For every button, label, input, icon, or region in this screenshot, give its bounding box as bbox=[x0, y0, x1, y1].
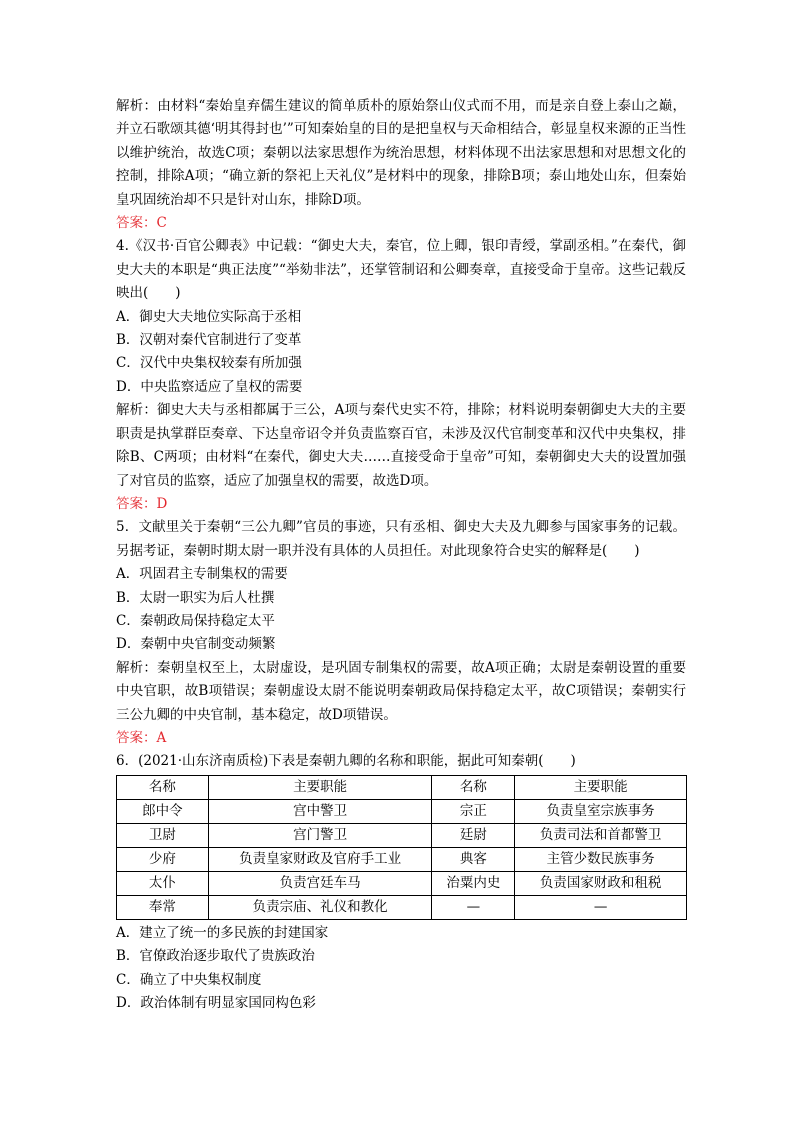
q5-option-d: D．秦朝中央官制变动频繁 bbox=[116, 636, 276, 653]
q6-option-b: B．官僚政治逐步取代了贵族政治 bbox=[116, 948, 315, 965]
q4-option-b: B．汉朝对秦代官制进行了变革 bbox=[116, 332, 302, 349]
q5-stem: 5．文献里关于秦朝“三公九卿”官员的事迹，只有丞相、御史大夫及九卿参与国家事务的记载。另据考证，秦朝时期太尉一职并没有具体的人员担任。对此现象符合史实的解释是( ) bbox=[116, 519, 686, 559]
document-page bbox=[116, 95, 686, 1015]
table-cell: 负责皇家财政及官府手工业 bbox=[208, 847, 432, 871]
q5-option-a: A．巩固君主专制集权的需要 bbox=[116, 566, 288, 583]
table-row bbox=[117, 847, 687, 871]
table-cell: 治粟内史 bbox=[432, 871, 515, 895]
table-cell: 典客 bbox=[432, 847, 515, 871]
table-cell: 奉常 bbox=[117, 895, 209, 919]
table-cell: — bbox=[515, 895, 687, 919]
table-cell: 太仆 bbox=[117, 871, 209, 895]
q6-option-d: D．政治体制有明显家国同构色彩 bbox=[116, 995, 316, 1011]
table-cell: 郎中令 bbox=[117, 799, 209, 823]
table-row bbox=[117, 895, 687, 919]
q4-stem: 4.《汉书·百官公卿表》中记载：“御史大夫，秦官，位上卿，银印青绶，掌副丞相。”在秦代，御史大夫的本职是“典正法度”“举劾非法”，还掌管制诏和公卿奏章，直接受命于皇帝。这些记载反映出( ) bbox=[116, 238, 686, 302]
q5-answer: 答案：A bbox=[116, 729, 167, 746]
table-row bbox=[117, 799, 687, 823]
table-row bbox=[117, 871, 687, 895]
table-cell: — bbox=[432, 895, 515, 919]
table-cell: 宫门警卫 bbox=[208, 823, 432, 847]
q4-option-d: D．中央监察适应了皇权的需要 bbox=[116, 378, 303, 395]
table-cell: 负责皇室宗族事务 bbox=[515, 799, 687, 823]
table-row bbox=[117, 823, 687, 847]
table-cell: 主管少数民族事务 bbox=[515, 847, 687, 871]
table-header-cell: 名称 bbox=[432, 775, 515, 799]
table-cell: 负责宗庙、礼仪和教化 bbox=[208, 895, 432, 919]
q6-stem: 6．(2021·山东济南质检)下表是秦朝九卿的名称和职能，据此可知秦朝( ) bbox=[116, 753, 576, 770]
table-cell: 廷尉 bbox=[432, 823, 515, 847]
nine-ministers-table bbox=[116, 775, 687, 920]
table-cell: 宫中警卫 bbox=[208, 799, 432, 823]
table-cell: 宗正 bbox=[432, 799, 515, 823]
table-cell: 负责司法和首都警卫 bbox=[515, 823, 687, 847]
table-header-cell: 主要职能 bbox=[515, 775, 687, 799]
table-header-cell: 名称 bbox=[117, 775, 209, 799]
q5-analysis: 解析：秦朝皇权至上，太尉虚设，是巩固专制集权的需要，故A项正确；太尉是秦朝设置的重要中央官职，故B项错误；秦朝虚设太尉不能说明秦朝政局保持稳定太平，故C项错误；秦朝实行三公九卿的中央官制，基本稳定，故D项错误。 bbox=[116, 659, 686, 723]
q4-answer: 答案：D bbox=[116, 495, 168, 512]
q3-analysis: 解析：由材料“秦始皇弃儒生建议的简单质朴的原始祭山仪式而不用，而是亲自登上泰山之巅，并立石歌颂其德‘明其得封也’”可知秦始皇的目的是把皇权与天命相结合，彰显皇权来源的正当性以维护统治，故选C项；秦朝以法家思想作为统治思想，材料体现不出法家思想和对思想文化的控制，排除A项；“确立新的祭祀上天礼仪”是材料中的现象，排除B项；泰山地处山东，但秦始皇巩固统治却不只是针对山东，排除D项。 bbox=[116, 98, 686, 208]
table-cell: 少府 bbox=[117, 847, 209, 871]
table-header-row bbox=[117, 775, 687, 799]
table-header-cell: 主要职能 bbox=[208, 775, 432, 799]
q5-option-c: C．秦朝政局保持稳定太平 bbox=[116, 612, 275, 629]
table-cell: 负责国家财政和租税 bbox=[515, 871, 687, 895]
q5-option-b: B．太尉一职实为后人杜撰 bbox=[116, 589, 275, 606]
q3-answer: 答案：C bbox=[116, 215, 167, 232]
q4-option-c: C．汉代中央集权较秦有所加强 bbox=[116, 355, 302, 372]
q6-option-c: C．确立了中央集权制度 bbox=[116, 971, 262, 988]
table-cell: 负责宫廷车马 bbox=[208, 871, 432, 895]
q4-option-a: A．御史大夫地位实际高于丞相 bbox=[116, 308, 302, 325]
q6-option-a: A．建立了统一的多民族的封建国家 bbox=[116, 924, 329, 941]
table-cell: 卫尉 bbox=[117, 823, 209, 847]
q4-analysis: 解析：御史大夫与丞相都属于三公，A项与秦代史实不符，排除；材料说明秦朝御史大夫的主要职责是执掌群臣奏章、下达皇帝诏令并负责监察百官，未涉及汉代官制变革和汉代中央集权，排除B、C两项；由材料“在秦代，御史大夫……直接受命于皇帝”可知，秦朝御史大夫的设置加强了对官员的监察，适应了加强皇权的需要，故选D项。 bbox=[116, 402, 686, 489]
